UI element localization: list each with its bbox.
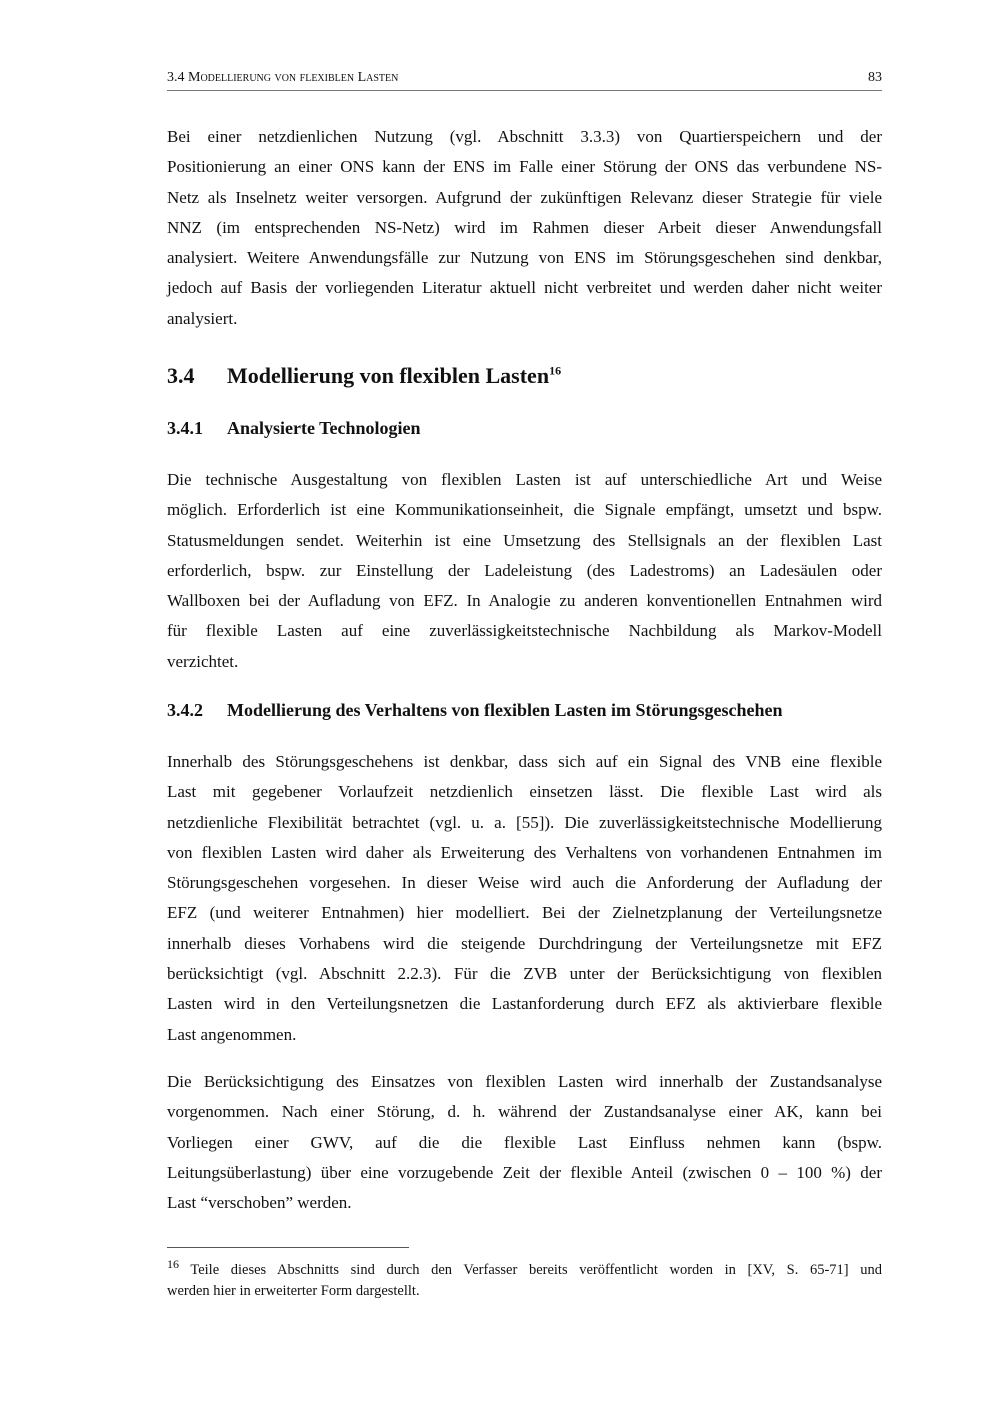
text-line: Bei einer netzdienlichen Nutzung (vgl. Abschnitt 3.3.3) von Quartierspeichern und der — [167, 127, 882, 146]
text-line: Lasten wird in den Verteilungsnetzen die Lastanforderung durch EFZ als aktivierbare flexible — [167, 994, 882, 1014]
paragraph — [167, 747, 882, 1050]
text-line: Wallboxen bei der Aufladung von EFZ. In Analogie zu anderen konventionellen Entnahmen wird — [167, 591, 882, 611]
text-line: Vorliegen einer GWV, auf die die flexible Last Einfluss nehmen kann (bspw. — [167, 1132, 882, 1152]
text-line: Die technische Ausgestaltung von flexiblen Lasten ist auf unterschiedliche Art und Weise — [167, 470, 882, 489]
heading-title: Analysierte Technologien — [227, 418, 421, 438]
text-line: Innerhalb des Störungsgeschehens ist denkbar, dass sich auf ein Signal des VNB eine flexible — [167, 752, 882, 771]
text-line: analysiert. — [167, 308, 238, 328]
text-line: vorgenommen. Nach einer Störung, d. h. während der Zustandsanalyse einer AK, kann bei — [167, 1102, 882, 1122]
text-line: jedoch auf Basis der vorliegenden Literatur aktuell nicht verbreitet und werden daher nicht weiter — [167, 278, 882, 298]
running-header — [167, 70, 882, 91]
paragraph — [167, 465, 882, 677]
page-number: 83 — [868, 70, 882, 85]
text-line: verzichtet. — [167, 651, 239, 671]
text-line: Statusmeldungen sendet. Weiterhin ist eine Umsetzung des Stellsignals an der flexiblen Last — [167, 530, 882, 550]
text-line: Störungsgeschehen vorgesehen. In dieser Weise wird auch die Anforderung der Aufladung der — [167, 873, 882, 893]
running-title: 3.4 Modellierung von flexiblen Lasten — [167, 70, 399, 85]
heading-title: Modellierung von flexiblen Lasten — [227, 363, 550, 388]
text-line: berücksichtigt (vgl. Abschnitt 2.2.3). Für die ZVB unter der Berücksichtigung von flexiblen — [167, 964, 882, 984]
heading-number: 3.4.1 — [167, 418, 203, 438]
text-line: möglich. Erforderlich ist eine Kommunikationseinheit, die Signale empfängt, umsetzt und bspw. — [167, 500, 882, 520]
footnote-ref[interactable]: 16 — [549, 363, 562, 378]
text-line: NNZ (im entsprechenden NS-Netz) wird im Rahmen dieser Arbeit dieser Anwendungsfall — [167, 217, 882, 237]
text-line: analysiert. Weitere Anwendungsfälle zur Nutzung von ENS im Störungsgeschehen sind denkbar, — [167, 248, 882, 268]
paragraph — [167, 1067, 882, 1218]
section-heading-3-4 — [167, 363, 882, 389]
footnote-mark: 16 — [167, 1257, 179, 1271]
text-line: EFZ (und weiterer Entnahmen) hier modelliert. Bei der Zielnetzplanung der Verteilungsnetze — [167, 903, 882, 923]
paragraph — [167, 122, 882, 334]
subsection-heading-3-4-1 — [167, 418, 882, 439]
text-line: Last “verschoben” werden. — [167, 1193, 352, 1213]
text-line: Last angenommen. — [167, 1024, 297, 1044]
footnote-divider — [167, 1247, 409, 1248]
footnote-line — [167, 1254, 882, 1281]
footnote-text: Teile dieses Abschnitts sind durch den Verfasser bereits veröffentlicht worden in [XV, S. 65-71] und — [190, 1261, 882, 1278]
text-line: netzdienliche Flexibilität betrachtet (vgl. u. a. [55]). Die zuverlässigkeitstechnische Modellierung — [167, 812, 882, 832]
text-line: Die Berücksichtigung des Einsatzes von flexiblen Lasten wird innerhalb der Zustandsanalyse — [167, 1072, 882, 1091]
heading-number: 3.4.2 — [167, 700, 203, 720]
text-line: für flexible Lasten auf eine zuverlässigkeitstechnische Nachbildung als Markov-Modell — [167, 621, 882, 641]
text-line: Positionierung an einer ONS kann der ENS im Falle einer Störung der ONS das verbundene NS- — [167, 157, 882, 177]
text-line: Last mit gegebener Vorlaufzeit netzdienlich einsetzen lässt. Die flexible Last wird als — [167, 782, 882, 802]
subsection-heading-3-4-2 — [167, 700, 882, 721]
footnote-line: werden hier in erweiterter Form dargestellt. — [167, 1282, 420, 1299]
text-line: innerhalb dieses Vorhabens wird die steigende Durchdringung der Verteilungsnetze mit EFZ — [167, 933, 882, 953]
text-line: erforderlich, bspw. zur Einstellung der Ladeleistung (des Ladestroms) an Ladesäulen oder — [167, 560, 882, 580]
footnote — [167, 1254, 882, 1302]
text-line: Netz als Inselnetz weiter versorgen. Aufgrund der zukünftigen Relevanz dieser Strategie für viele — [167, 187, 882, 207]
text-line: Leitungsüberlastung) über eine vorzugebende Zeit der flexible Anteil (zwischen 0 – 100 %) der — [167, 1162, 882, 1182]
heading-title: Modellierung des Verhaltens von flexiblen Lasten im Störungsgeschehen — [227, 700, 783, 720]
heading-number: 3.4 — [167, 363, 195, 388]
text-line: von flexiblen Lasten wird daher als Erweiterung des Verhaltens von vorhandenen Entnahmen im — [167, 842, 882, 862]
